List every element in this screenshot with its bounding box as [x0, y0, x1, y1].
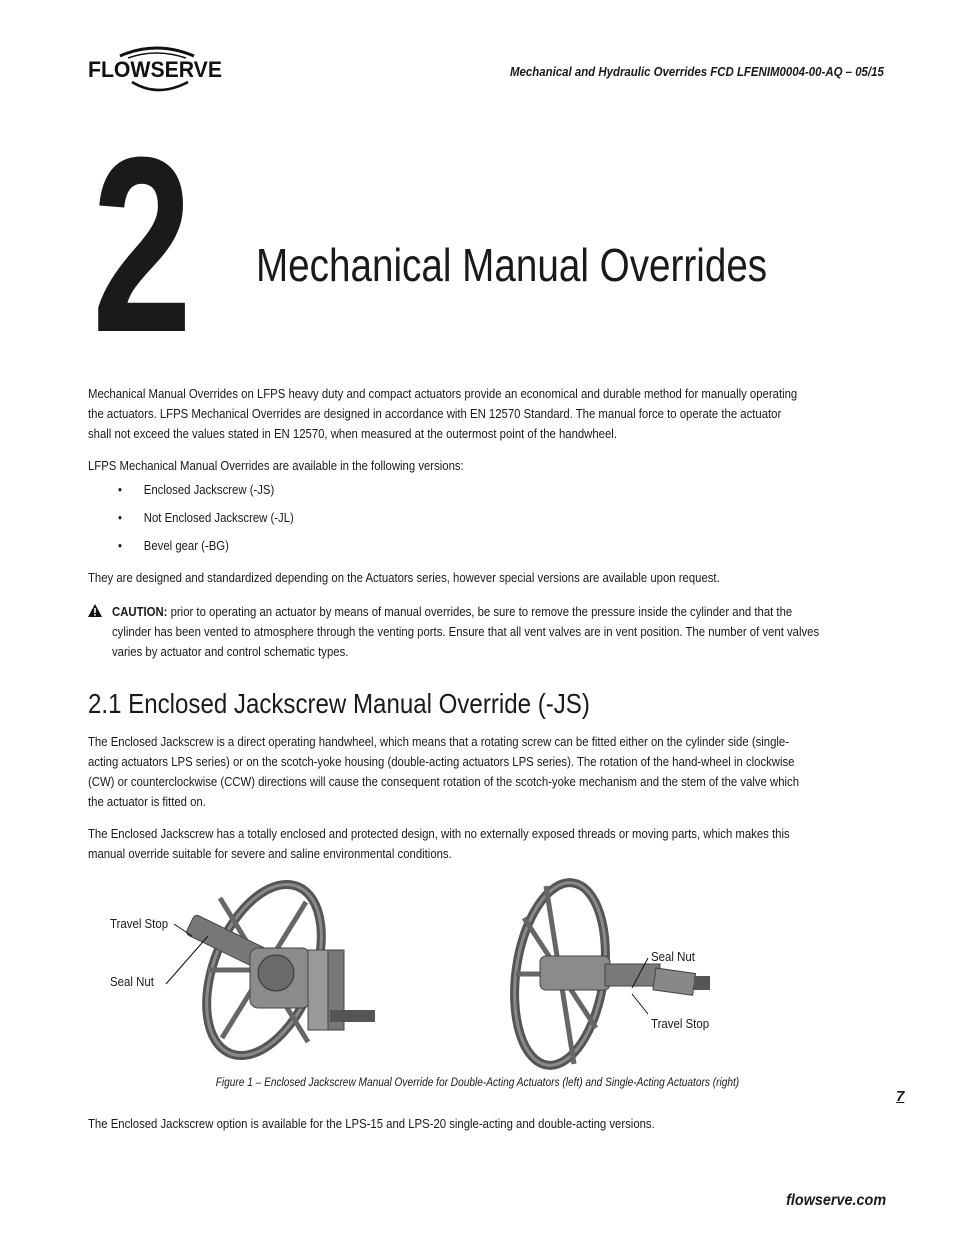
double-acting-override-drawing [166, 878, 375, 1072]
document-reference: Mechanical and Hydraulic Overrides FCD LFENIM0004-00-AQ – 05/15 [510, 64, 884, 79]
caution-note [112, 602, 821, 662]
standardization-text: They are designed and standardized depending on the Actuators series, however special versions are available upon request. [88, 570, 720, 585]
intro-paragraph [88, 384, 807, 444]
list-item [118, 538, 294, 566]
list-item-text: Enclosed Jackscrew (-JS) [143, 482, 275, 497]
bullet-icon: • [118, 482, 122, 497]
label-seal-nut-left: Seal Nut [110, 974, 154, 989]
figure-caption [0, 1077, 954, 1089]
footer-website-link[interactable]: flowserve.com [785, 1192, 886, 1209]
bullet-icon: • [118, 510, 122, 525]
chapter-number: 2 [92, 105, 187, 384]
bullet-icon: • [118, 538, 122, 553]
versions-list [118, 482, 294, 566]
intro-text: Mechanical Manual Overrides on LFPS heavy duty and compact actuators provide an economical and durable method for manually operating the actuators. LFPS Mechanical Overrides are designed in accordance with EN 12570 Standard. The manual force to operate the actuator shall not exceed the values stated in EN 12570, when measured at the outermost point of the handwheel. [88, 386, 798, 441]
label-travel-stop-left: Travel Stop [110, 916, 169, 931]
section-paragraph-2 [88, 824, 807, 864]
flowserve-logo [88, 42, 228, 94]
versions-intro [88, 456, 807, 476]
standardization-paragraph [88, 568, 807, 588]
logo-swoosh-icon [88, 42, 228, 94]
label-travel-stop-right: Travel Stop [651, 1016, 710, 1031]
caution-label: CAUTION: [112, 604, 168, 619]
label-seal-nut-right: Seal Nut [651, 949, 695, 964]
jackscrew-illustration [100, 878, 860, 1073]
chapter-title: Mechanical Manual Overrides [256, 239, 768, 291]
list-item [118, 482, 294, 510]
figure-1 [100, 878, 860, 1073]
list-item [118, 510, 294, 538]
closing-paragraph [88, 1114, 807, 1134]
caution-text: prior to operating an actuator by means of manual overrides, be sure to remove the pressure inside the cylinder and that the cylinder has been vented to atmosphere through the venting ports. Ensure that all vent valves are in vent position. The number of vent valves varies by actuator and control schematic types. [112, 604, 820, 659]
section-heading: 2.1 Enclosed Jackscrew Manual Override (-JS) [88, 688, 590, 719]
single-acting-override-drawing [504, 878, 710, 1071]
section-text-1: The Enclosed Jackscrew is a direct operating handwheel, which means that a rotating screw can be fitted either on the cylinder side (single-acting actuators LPS series) or on the scotch-yoke housing (double-acting actuators LPS series). The rotation of the hand-wheel in clockwise (CW) or counterclockwise (CCW) directions will cause the consequent rotation of the scotch-yoke mechanism and the stem of the valve which the actuator is fitted on. [88, 734, 800, 809]
logo-wordmark: FLOWSERVE [88, 57, 222, 82]
list-item-text: Not Enclosed Jackscrew (-JL) [143, 510, 294, 525]
list-item-text: Bevel gear (-BG) [143, 538, 229, 553]
warning-triangle-icon [88, 604, 102, 617]
figure-caption-text: Figure 1 – Enclosed Jackscrew Manual Override for Double-Acting Actuators (left) and Single-Acting Actuators (right) [215, 1077, 739, 1089]
versions-intro-text: LFPS Mechanical Manual Overrides are available in the following versions: [88, 458, 464, 473]
page-number: 7 [896, 1088, 905, 1105]
section-text-2: The Enclosed Jackscrew has a totally enclosed and protected design, with no externally exposed threads or moving parts, which makes this manual override suitable for severe and saline environmental conditions. [88, 826, 790, 861]
closing-text: The Enclosed Jackscrew option is available for the LPS-15 and LPS-20 single-acting and double-acting versions. [88, 1116, 655, 1131]
section-paragraph-1 [88, 732, 807, 812]
